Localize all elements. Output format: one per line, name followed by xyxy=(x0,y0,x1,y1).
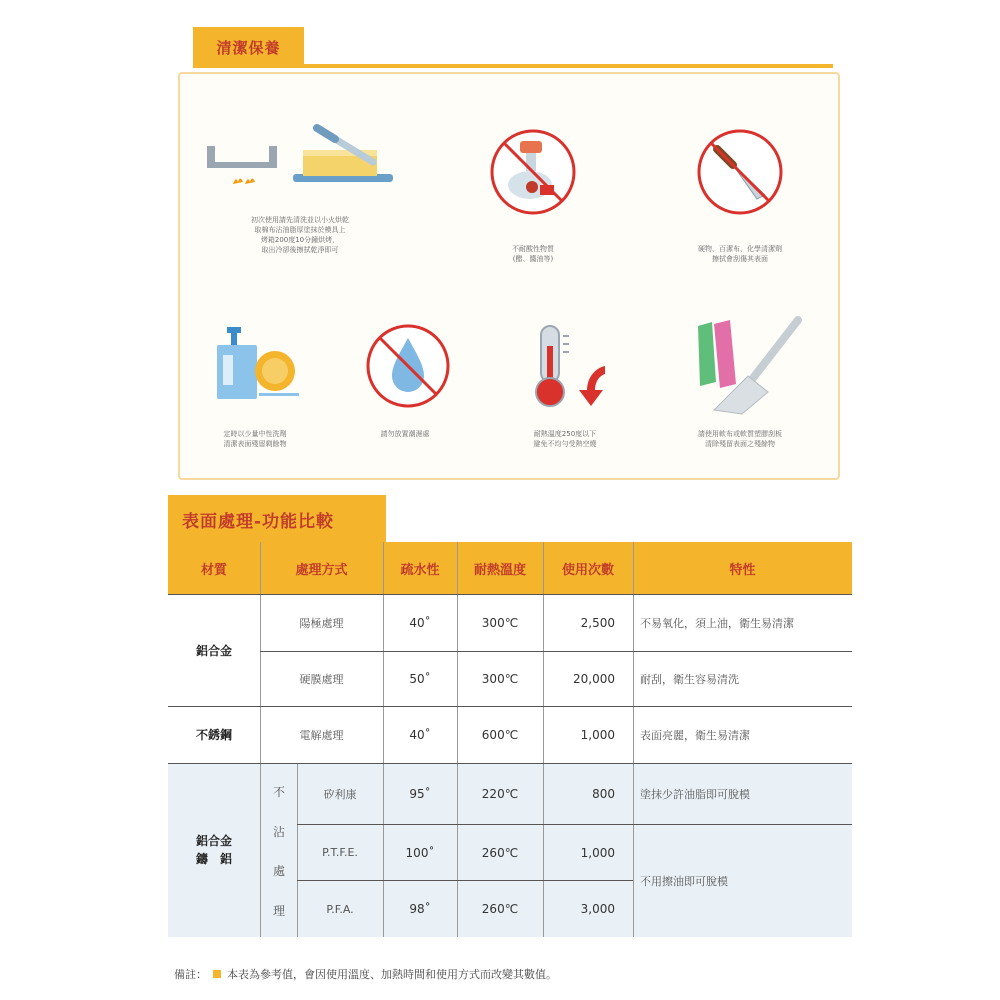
row-0-hydrophobic: 40˚ xyxy=(409,616,431,630)
row-3-uses: 800 xyxy=(592,787,615,801)
caption-line: 硬物、百潔布、化學清潔劑 xyxy=(698,245,782,253)
row-2-hydrophobic: 40˚ xyxy=(409,728,431,742)
caption-line: 清潔表面殘留剩餘物 xyxy=(223,440,287,448)
row-5-uses: 3,000 xyxy=(580,902,615,916)
row-2-uses: 1,000 xyxy=(580,728,615,742)
no-knife-icon xyxy=(695,127,785,217)
caption-line: 不耐酸性物質 xyxy=(512,245,554,253)
row-5-hydrophobic: 98˚ xyxy=(409,902,431,916)
row-2-heat: 600℃ xyxy=(481,728,519,742)
row-5-heat: 260℃ xyxy=(481,902,519,916)
caption-line: 定時以少量中性洗劑 xyxy=(223,430,287,438)
row-4-method: P.T.F.E. xyxy=(322,846,358,859)
nonstick-treatment-label xyxy=(262,766,296,936)
row-2-feature: 表面亮麗，衛生易清潔 xyxy=(640,729,750,742)
material-stainless: 不銹鋼 xyxy=(195,728,232,742)
tip-caption-hard-objects xyxy=(655,244,825,264)
tip-caption-heat xyxy=(495,429,635,449)
note-label: 備註： xyxy=(174,968,207,981)
row-3-method: 矽利康 xyxy=(323,788,357,801)
caption-line: 取出冷卻後擦拭乾淨即可 xyxy=(261,246,339,254)
header-heat-resistance: 耐熱溫度 xyxy=(457,542,543,594)
row-divider xyxy=(168,594,852,595)
caption-line: 避免不均勻受熱空燒 xyxy=(533,440,597,448)
row-2-method: 電解處理 xyxy=(299,729,344,742)
thermometer-icon xyxy=(525,322,615,412)
column-divider xyxy=(633,542,634,937)
header-material: 材質 xyxy=(168,542,260,594)
nonstick-char: 不 xyxy=(272,785,285,800)
header-use-count: 使用次數 xyxy=(543,542,633,594)
cloth-spatula-icon xyxy=(690,312,808,416)
tip-caption-acidic xyxy=(468,244,598,264)
tip-caption-first-use xyxy=(205,215,395,255)
row-4-uses: 1,000 xyxy=(580,845,615,860)
caption-line: 請使用軟布或軟質塑膠刮板 xyxy=(698,430,782,438)
note-bullet-icon xyxy=(213,970,221,978)
caption-line: 初次使用請先清洗並以小火烘乾 xyxy=(251,216,349,224)
material-aluminum-cast xyxy=(168,763,260,937)
no-acidic-items-icon xyxy=(488,127,578,217)
row-0-uses: 2,500 xyxy=(580,616,615,630)
row-0-heat: 300℃ xyxy=(481,616,519,630)
row-1-hydrophobic: 50˚ xyxy=(409,672,431,686)
caption-line: 烤箱200度10分鐘烘烤， xyxy=(260,236,340,244)
nonstick-char: 處 xyxy=(272,864,285,879)
nonstick-char: 理 xyxy=(272,903,285,918)
care-section-title: 清潔保養 xyxy=(193,27,304,67)
caption-line: 請勿放置潮濕處 xyxy=(380,430,430,438)
row-3-feature: 塗抹少許油脂即可脫模 xyxy=(640,788,750,801)
comparison-section-title: 表面處理-功能比較 xyxy=(168,495,386,543)
row-1-heat: 300℃ xyxy=(481,672,519,686)
caption-line: 清除殘留表面之殘餘物 xyxy=(705,440,775,448)
caption-line: 耐熱溫度250度以下 xyxy=(533,430,597,438)
footnote xyxy=(174,966,557,982)
row-0-method: 陽極處理 xyxy=(299,617,344,630)
detergent-icon xyxy=(213,323,305,403)
row-3-hydrophobic: 95˚ xyxy=(409,787,431,801)
tip-caption-humidity xyxy=(340,429,470,439)
merged-feature: 不用擦油即可脫模 xyxy=(640,875,728,888)
row-5-method: P.F.A. xyxy=(326,902,354,916)
row-0-feature: 不易氧化，須上油，衛生易清潔 xyxy=(640,617,794,630)
caption-line: 擦拭會刮傷其表面 xyxy=(712,255,768,263)
tip-caption-detergent xyxy=(185,429,325,449)
caption-line: 取棉布沾油脂厚塗抹於模具上 xyxy=(254,226,346,234)
caption-line: (醋、醬油等) xyxy=(512,255,554,263)
row-4-hydrophobic: 100˚ xyxy=(405,845,435,860)
header-features: 特性 xyxy=(633,542,852,594)
nonstick-char: 沾 xyxy=(272,824,285,839)
header-treatment: 處理方式 xyxy=(260,542,383,594)
row-3-heat: 220℃ xyxy=(481,787,519,801)
care-title-rule xyxy=(193,64,833,68)
row-1-uses: 20,000 xyxy=(573,672,615,686)
stove-butter-icon xyxy=(205,122,395,192)
no-soaking-icon xyxy=(364,322,452,410)
material-line: 鑄 鋁 xyxy=(195,852,232,866)
material-line: 鋁合金 xyxy=(195,834,232,848)
material-aluminum: 鋁合金 xyxy=(195,643,232,658)
note-text: 本表為參考值，會因使用溫度、加熱時間和使用方式而改變其數值。 xyxy=(227,968,557,981)
row-1-method: 硬膜處理 xyxy=(299,673,344,686)
row-4-heat: 260℃ xyxy=(481,845,519,860)
header-hydrophobic: 疏水性 xyxy=(383,542,457,594)
row-1-feature: 耐刮，衛生容易清洗 xyxy=(640,673,739,686)
tip-caption-soft-tools xyxy=(655,429,825,449)
